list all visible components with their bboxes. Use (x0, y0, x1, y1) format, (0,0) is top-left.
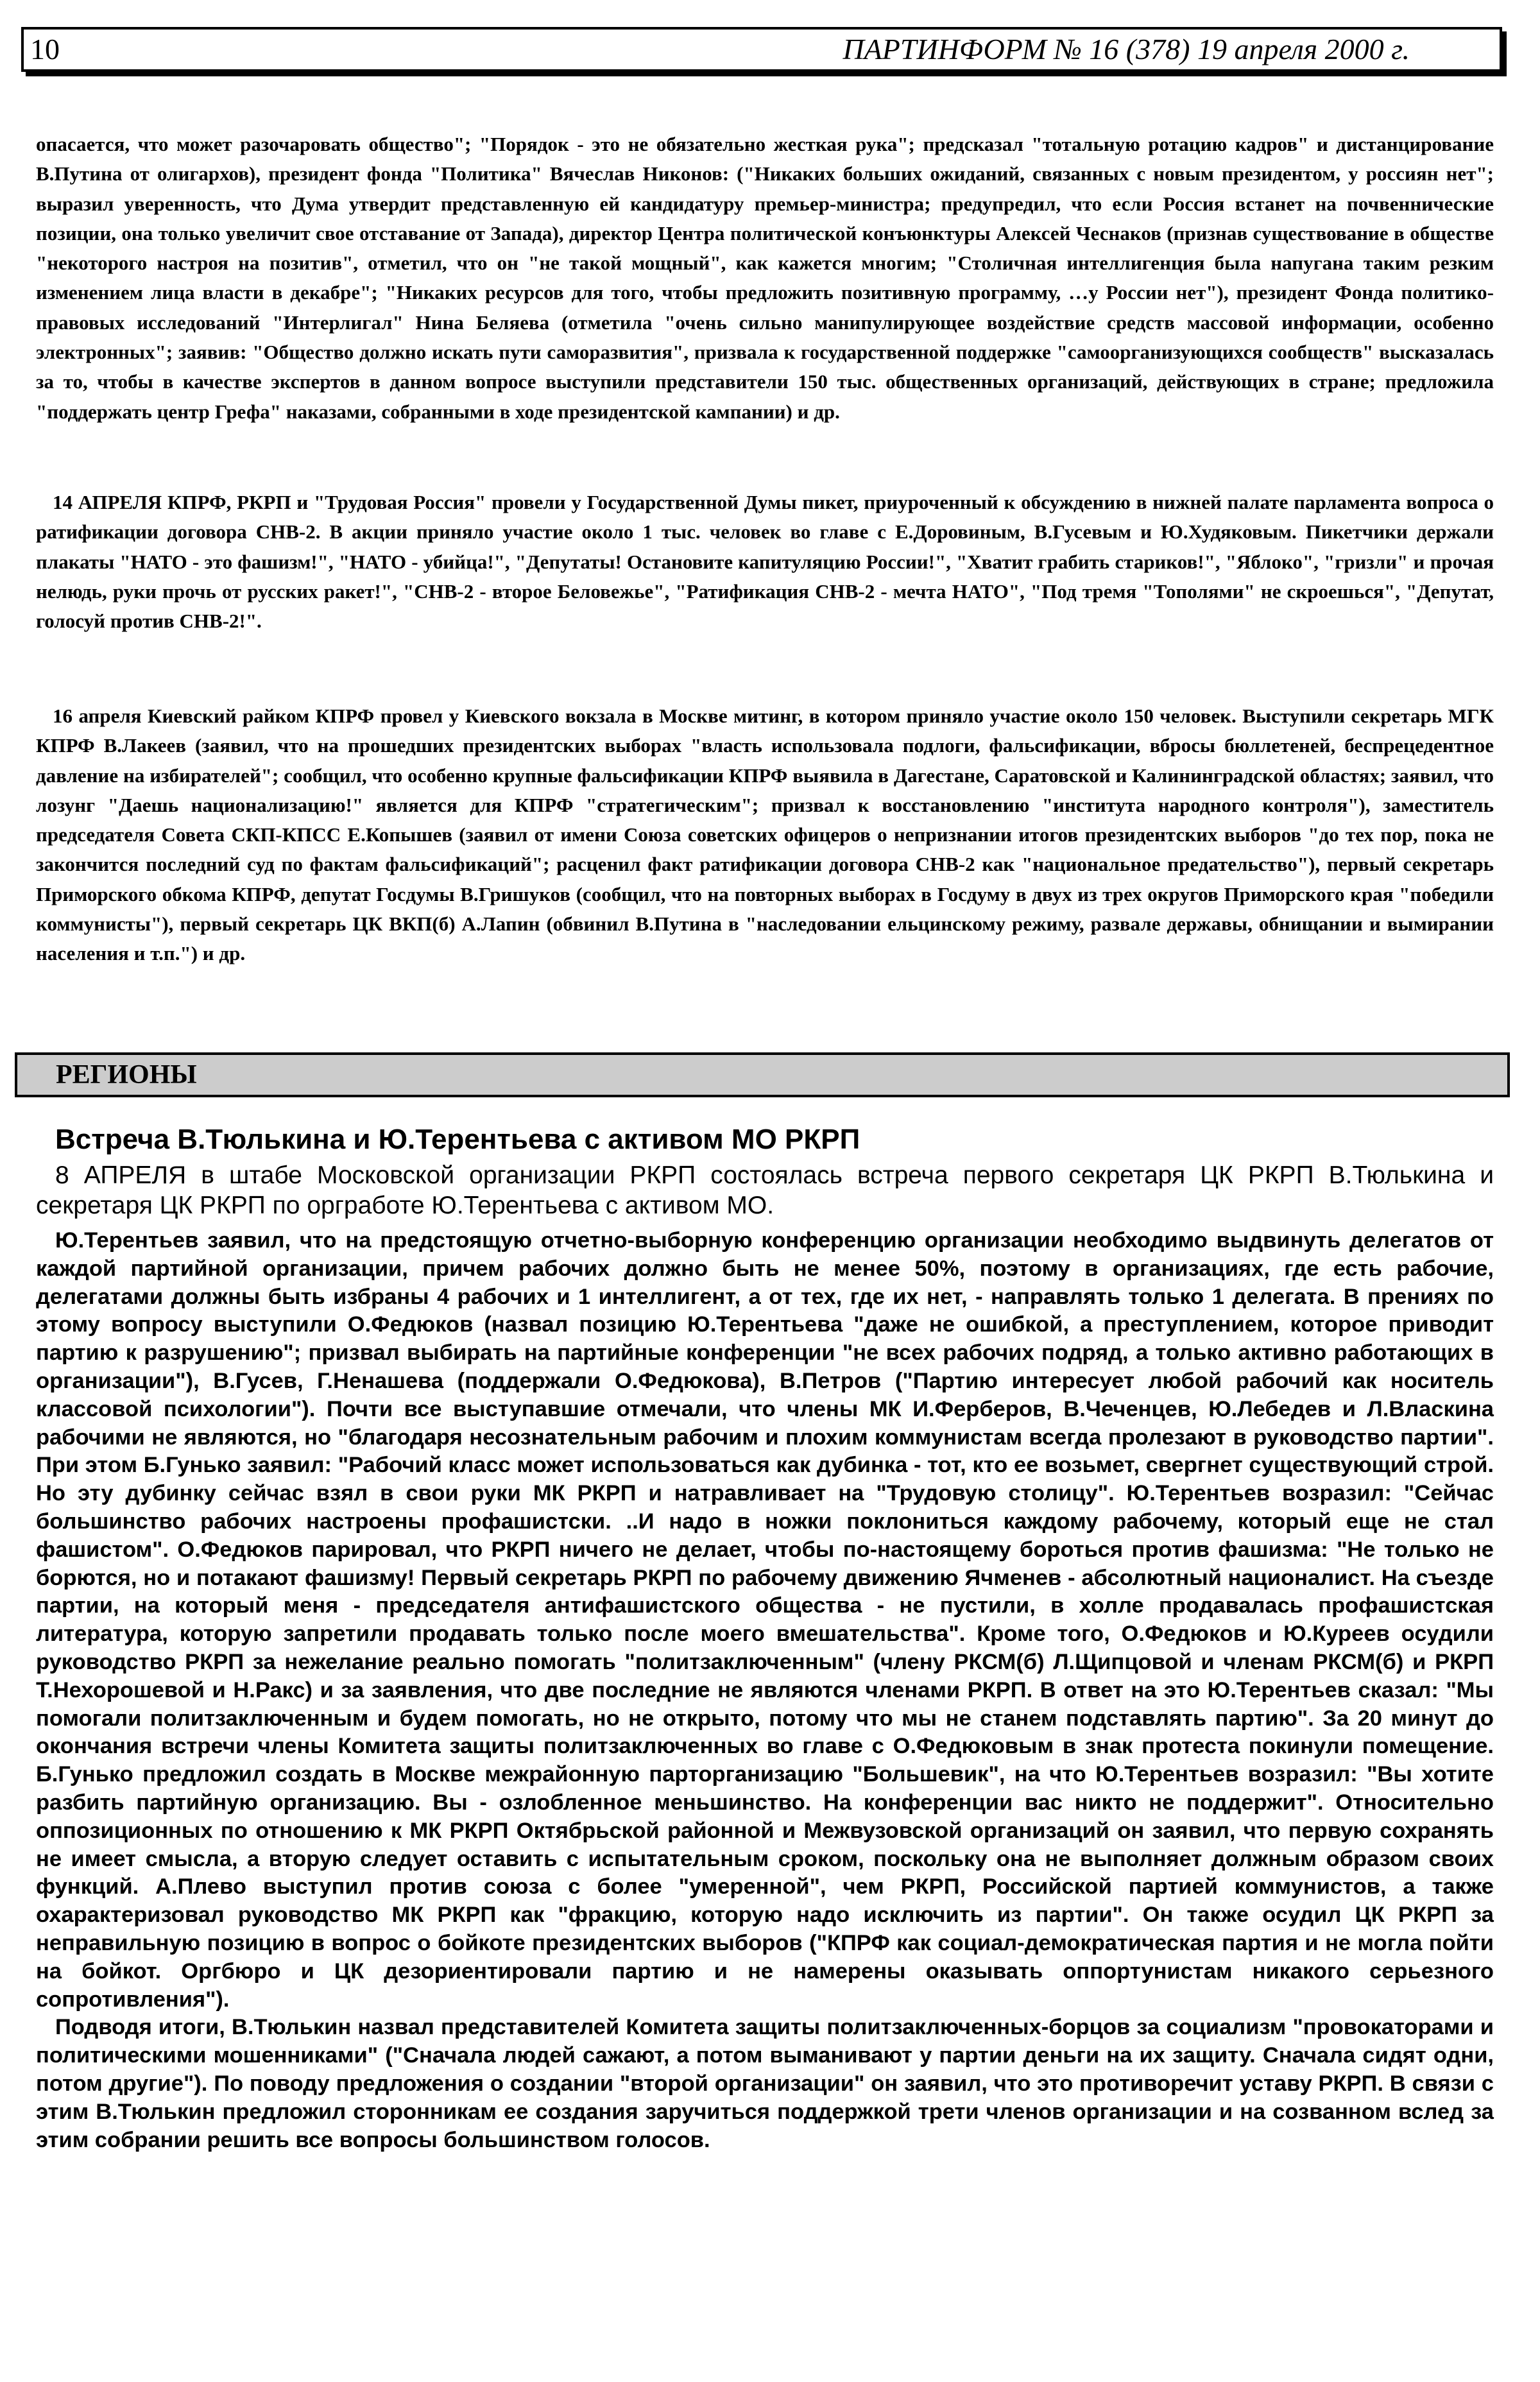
article-paragraph: Ю.Терентьев заявил, что на предстоящую отчетно-выборную конференцию организации необходимо выдвинуть делегатов от каждой партийной организации, причем рабочих должно быть не менее 50%, поэтому в организациях, где есть рабочие, делегатами должны быть избраны 4 рабочих и 1 интеллигент, а от тех, где их нет, - направлять только 1 делегата. В прениях по этому вопросу выступили О.Федюков (назвал позицию Ю.Терентьева "даже не ошибкой, а преступлением, которое приводит партию к разрушению"; призвал выбирать на партийные конференции "не всех рабочих подряд, а только активно работающих в организации"), В.Гусев, Г.Ненашева (поддержали О.Федюкова), В.Петров ("Партию интересует любой рабочий как носитель классовой психологии"). Почти все выступавшие отмечали, что члены МК И.Ферберов, В.Чеченцев, Ю.Лебедев и Л.Власкина рабочими не являются, но "благодаря несознательным рабочим и плохим коммунистам всегда пролезают в руководство партии". При этом Б.Гунько заявил: "Рабочий класс может использоваться как дубинка - тот, кто ее возьмет, свергнет существующий строй. Но эту дубинку сейчас взял в свои руки МК РКРП и натравливает на "Трудовую столицу". Ю.Терентьев возразил: "Сейчас большинство рабочих настроены профашистски. ..И надо в ножки поклониться каждому рабочему, который еще не стал фашистом". О.Федюков парировал, что РКРП ничего не делает, чтобы по-настоящему бороться против фашизма: "Не только не борются, но и потакают фашизму! Первый секретарь РКРП по рабочему движению Ячменев - абсолютный националист. На съезде партии, на который меня - председателя антифашистского общества - не пустили, в холле продавалась профашистская литература, которую запретили продавать только после моего вмешательства". Кроме того, О.Федюков и Ю.Куреев осудили руководство РКРП за нежелание реально помогать "политзаключенным" (члену РКСМ(б) Л.Щипцовой и членам РКСМ(б) и РКРП Т.Нехорошевой и Н.Ракс) и за заявления, что две последние не являются членами РКРП. В ответ на это Ю.Терентьев сказал: "Мы помогали политзаключенным и будем помогать, но не открыто, потому что мы не станем подставлять партию". За 20 минут до окончания встречи члены Комитета защиты политзаключенных во главе с О.Федюковым в знак протеста покинули помещение. Б.Гунько предложил создать в Москве межрайонную парторганизацию "Большевик", на что Ю.Терентьев возразил: "Вы хотите разбить партийную организацию. Вы - озлобленное меньшинство. На конференции вас никто не поддержит". Относительно оппозиционных по отношению к МК РКРП Октябрьской районной и Межвузовской организаций он заявил, что первую сохранять не имеет смысла, а вторую следует оставить с испытательным сроком, поскольку она не выполняет должным образом своих функций. А.Плево выступил против союза с более "умеренной", чем РКРП, Российской партией коммунистов, а также охарактеризовал руководство МК РКРП как "фракцию, которую надо исключить из партии". Он также осудил ЦК РКРП за неправильную позицию в вопрос о бойкоте президентских выборов ("КПРФ как социал-демократическая партия и не могла пойти на бойкот. Оргбюро и ЦК дезориентировали партию и не намерены оказывать оппортунистам никакого серьезного сопротивления"). (36, 1228, 1494, 2012)
article-lead: 8 АПРЕЛЯ в штабе Московской организации РКРП состоялась встреча первого секретаря ЦК РКРП В.Тюлькина и секретаря ЦК РКРП по оргработе Ю.Терентьева с активом МО. (36, 1161, 1494, 1219)
article-paragraph: Подводя итоги, В.Тюлькин назвал представителей Комитета защиты политзаключенных-борцов за социализм "провокаторами и политическими мошенниками" ("Сначала людей сажают, а потом выманивают у партии деньги на их защиту. Сначала сидят одни, потом другие"). По поводу предложения о создании "второй организации" он заявил, что это противоречит уставу РКРП. В связи с этим В.Тюлькин предложил сторонникам ее создания заручиться поддержкой трети членов организации и на созванном вслед за этим собрании решить все вопросы большинством голосов. (36, 2015, 1494, 2152)
article-title: Встреча В.Тюлькина и Ю.Терентьева с активом МО РКРП (55, 1124, 860, 1155)
section-banner (15, 1052, 1510, 1097)
article-body (36, 1227, 1494, 2154)
section-title: РЕГИОНЫ (56, 1060, 197, 1090)
news-paragraph: опасается, что может разочаровать общество"; "Порядок - это не обязательно жесткая рука"; предсказал "тотальную ротацию кадров" и дистанцирование В.Путина от олигархов), президент фонда "Политика" Вячеслав Никонов: ("Никаких больших ожиданий, связанных с новым президентом, у россиян нет"; выразил уверенность, что Дума утвердит представленную ей кандидатуру премьер-министра; предупредил, что если Россия встанет на почвеннические позиции, она только увеличит свое отставание от Запада), директор Центра политической конъюнктуры Алексей Чеснаков (признав существование в обществе "некоторого настроя на позитив", отметил, что он "не такой мощный", как кажется многим; "Столичная интеллигенция была напугана таким резким изменением лица власти в декабре"; "Никаких ресурсов для того, чтобы предложить позитивную программу, …у России нет"), президент Фонда политико-правовых исследований "Интерлигал" Нина Беляева (отметила "очень сильно манипулирующее воздействие средств массовой информации, особенно электронных"; заявив: "Общество должно искать пути саморазвития", призвала к государственной поддержке "самоорганизующихся сообществ" высказалась за то, чтобы в качестве экспертов в данном вопросе выступили представители 150 тыс. общественных организаций, действующих в стране; предложила "поддержать центр Грефа" наказами, собранными в ходе президентской кампании) и др. (36, 133, 1494, 423)
publication-title: ПАРТИНФОРМ № 16 (378) 19 апреля 2000 г. (843, 33, 1410, 65)
page-header (21, 27, 1502, 72)
news-paragraph: 16 апреля Киевский райком КПРФ провел у Киевского вокзала в Москве митинг, в котором приняло участие около 150 человек. Выступили секретарь МГК КПРФ В.Лакеев (заявил, что на прошедших президентских выборах "власть использовала подлоги, фальсификации, вбросы бюллетеней, беспрецедентное давление на избирателей"; сообщил, что особенно крупные фальсификации КПРФ выявила в Дагестане, Саратовской и Калининградской областях; заявил, что лозунг "Даешь национализацию!" является для КПРФ "стратегическим"; призвал к восстановлению "института народного контроля"), заместитель председателя Совета СКП-КПСС Е.Копышев (заявил от имени Союза советских офицеров о непризнании итогов президентских выборов "до тех пор, пока не закончится последний суд по фактам фальсификаций"; расценил факт ратификации договора СНВ-2 как "национальное предательство"), первый секретарь Приморского обкома КПРФ, депутат Госдумы В.Гришуков (сообщил, что на повторных выборах в Госдуму в двух из трех округов Приморского края "победили коммунисты"), первый секретарь ЦК ВКП(б) А.Лапин (обвинил В.Путина в "наследовании ельцинскому режиму, развале державы, обнищании и вымирании населения и т.п.") и др. (36, 705, 1494, 965)
news-paragraph: 14 АПРЕЛЯ КПРФ, РКРП и "Трудовая Россия" провели у Государственной Думы пикет, приуроченный к обсуждению в нижней палате парламента вопроса о ратификации договора СНВ-2. В акции приняло участие около 1 тыс. человек во главе с Е.Доровиным, В.Гусевым и Ю.Худяковым. Пикетчики держали плакаты "НАТО - это фашизм!", "НАТО - убийца!", "Депутаты! Остановите капитуляцию России!", "Хватит грабить стариков!", "Яблоко", "гризли" и прочая нелюдь, руки прочь от русских ракет!", "СНВ-2 - второе Беловежье", "Ратификация СНВ-2 - мечта НАТО", "Под тремя "Тополями" не скроешься", "Депутат, голосуй против СНВ-2!". (36, 491, 1494, 633)
page-number: 10 (30, 33, 60, 65)
